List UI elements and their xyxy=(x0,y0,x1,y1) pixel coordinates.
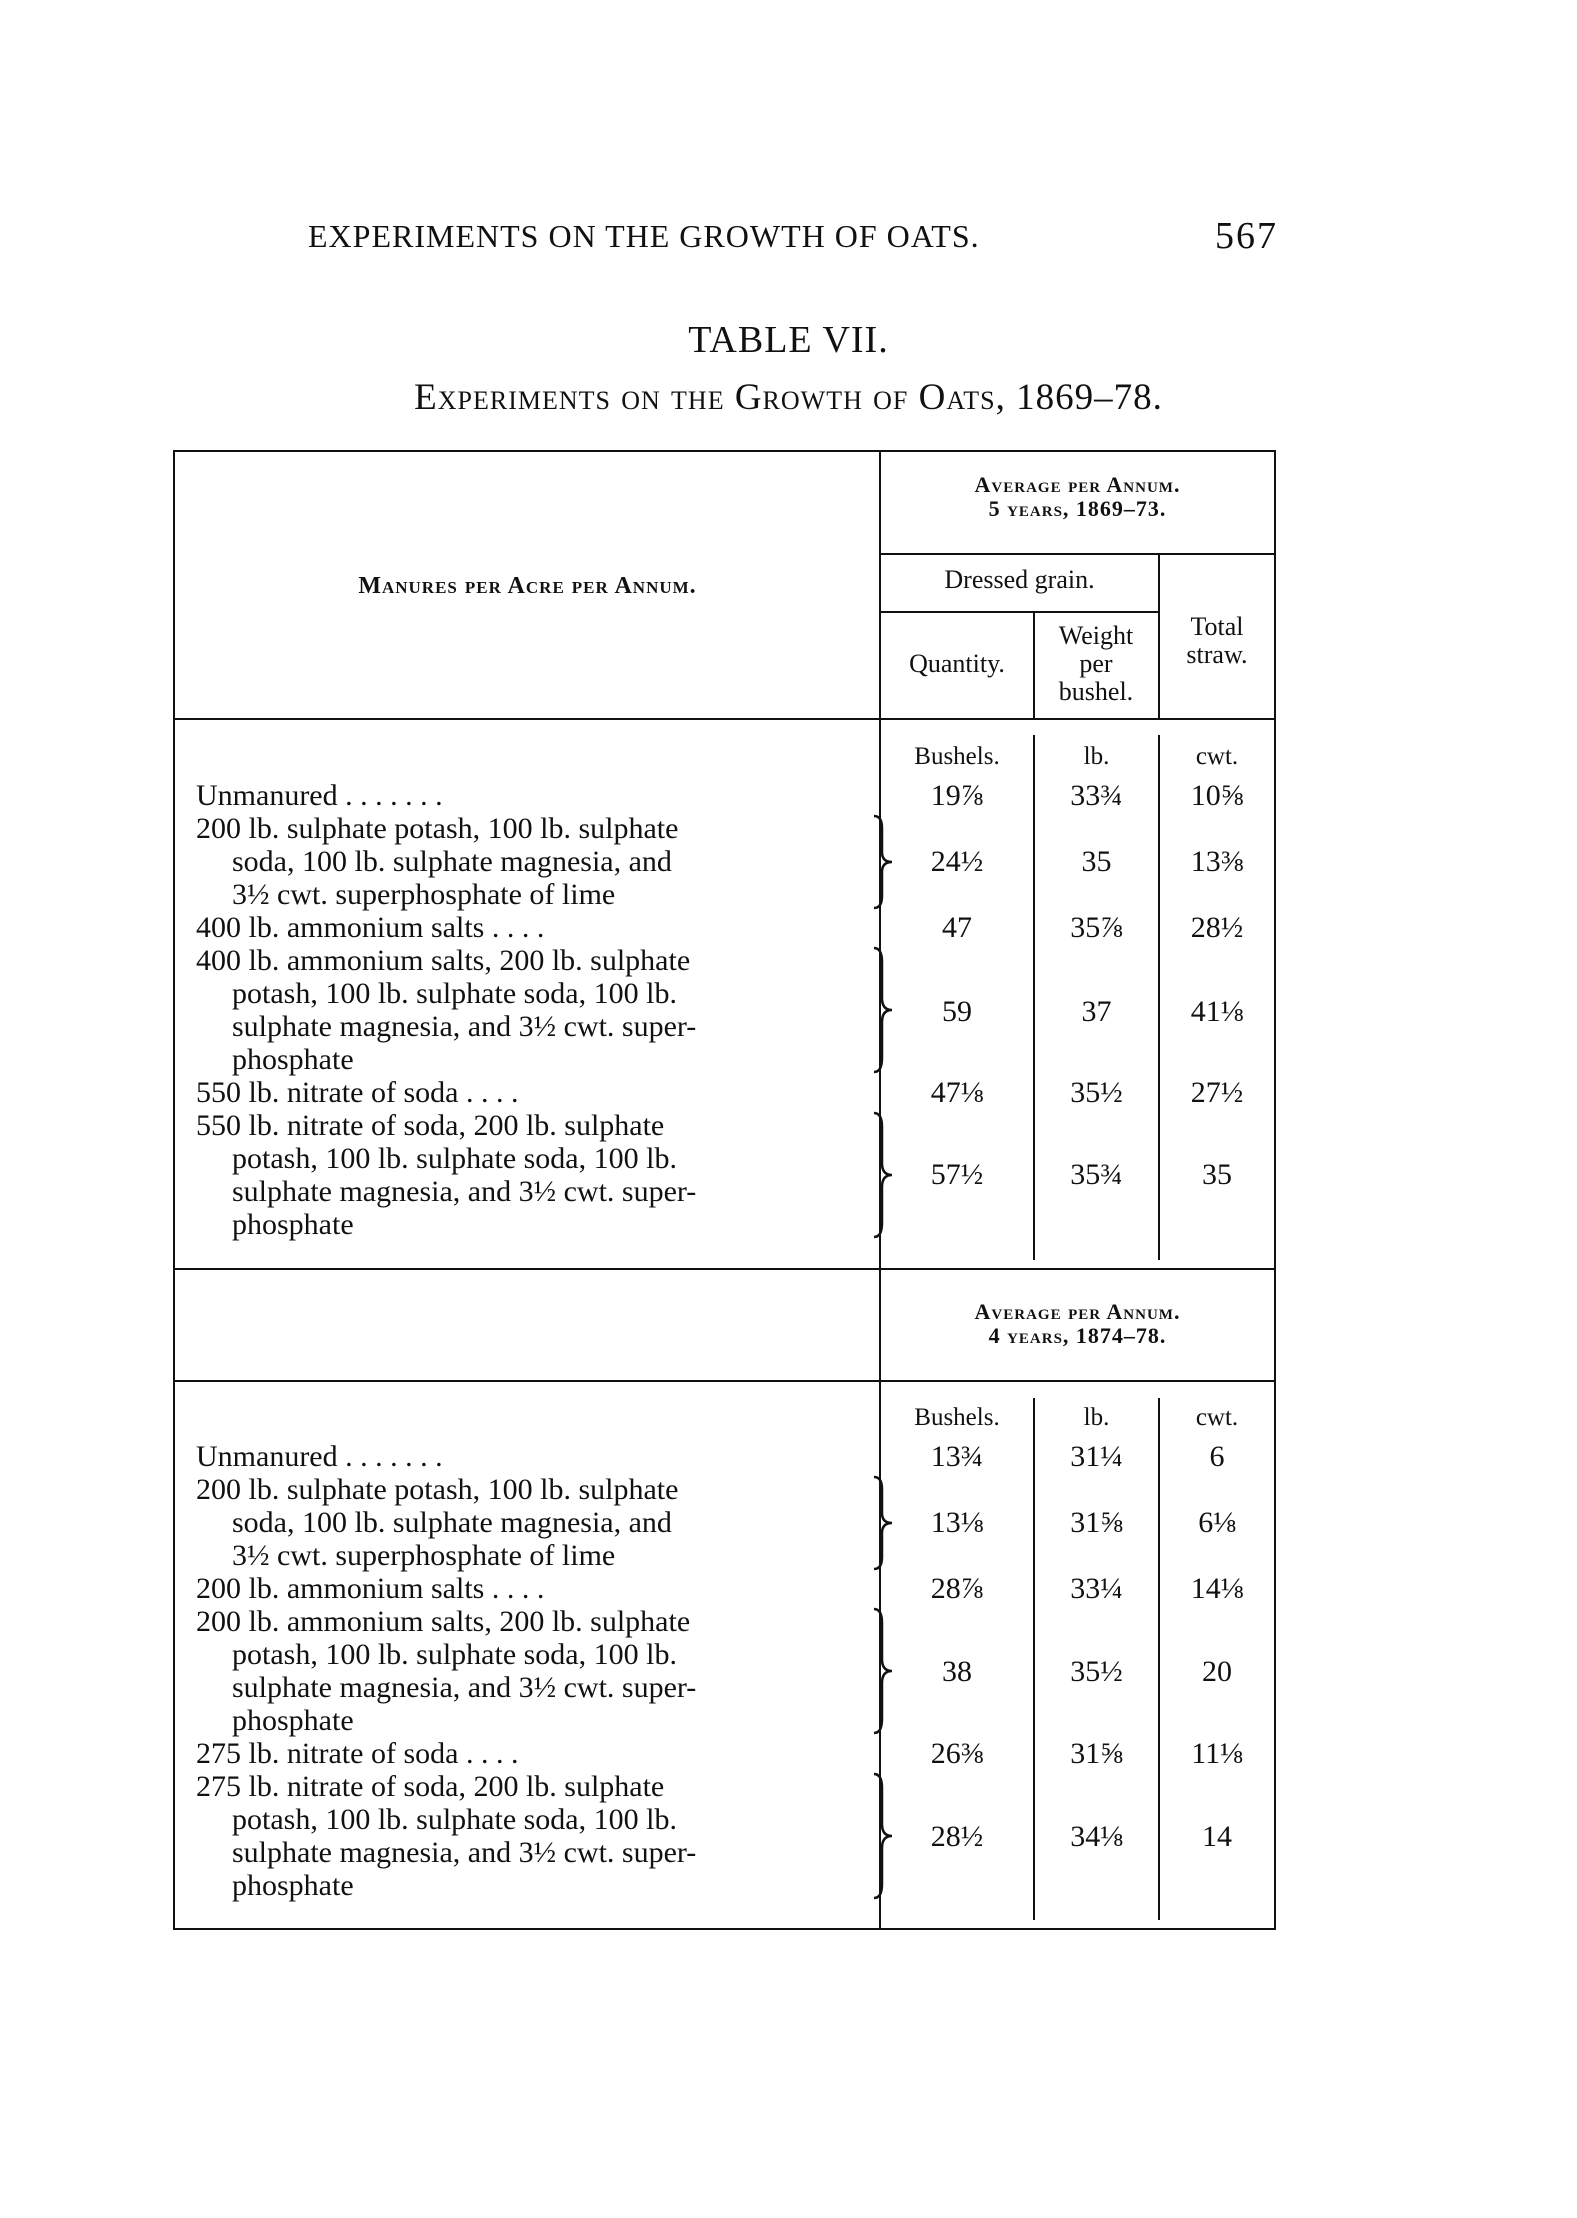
straw-value: 41⅛ xyxy=(1190,995,1244,1028)
straw-value: 6 xyxy=(1209,1440,1225,1473)
weight-column-rule xyxy=(1033,611,1035,718)
running-title: EXPERIMENTS ON THE GROWTH OF OATS. xyxy=(308,218,980,254)
straw-header: Total straw. xyxy=(1186,612,1248,669)
dressed-grain-rule xyxy=(881,611,1160,613)
weight-value: 35 xyxy=(1081,845,1112,878)
page-number: 567 xyxy=(1215,215,1278,257)
quantity-value: 57½ xyxy=(930,1158,984,1191)
section1-heading-line2: 5 years, 1869–73. xyxy=(988,496,1167,521)
table-row-label xyxy=(196,1770,886,1902)
straw-value: 6⅛ xyxy=(1198,1506,1236,1539)
row-text-line: 275 lb. nitrate of soda, 200 lb. sulphate xyxy=(196,1770,665,1803)
unit-bushels: Bushels. xyxy=(914,743,1000,770)
weight-value: 31¼ xyxy=(1070,1440,1123,1473)
row-text-line: soda, 100 lb. sulphate magnesia, and xyxy=(232,845,672,878)
row-text-line: sulphate magnesia, and 3½ cwt. super- xyxy=(232,1010,697,1043)
table-row-label xyxy=(196,1572,886,1605)
section1-heading-line1: Average per Annum. xyxy=(974,472,1181,497)
table-row-label xyxy=(196,1076,886,1109)
row-text-line: phosphate xyxy=(232,1208,354,1241)
weight-value: 35¾ xyxy=(1070,1158,1123,1191)
unit-cwt: cwt. xyxy=(1195,1404,1239,1431)
weight-value: 35½ xyxy=(1070,1655,1123,1688)
row-text-line: potash, 100 lb. sulphate soda, 100 lb. xyxy=(232,1803,677,1836)
row-text-line: 3½ cwt. superphosphate of lime xyxy=(232,1539,616,1572)
row-text-line: potash, 100 lb. sulphate soda, 100 lb. xyxy=(232,1638,677,1671)
row-text-line: 200 lb. ammonium salts . . . . xyxy=(196,1572,545,1605)
table-row-label xyxy=(196,779,886,812)
row-text-line: 200 lb. ammonium salts, 200 lb. sulphate xyxy=(196,1605,691,1638)
quantity-value: 13¾ xyxy=(930,1440,984,1473)
row-text-line: 275 lb. nitrate of soda . . . . xyxy=(196,1737,519,1770)
straw-value: 14 xyxy=(1202,1820,1232,1853)
section1-bottom-rule xyxy=(173,1268,1276,1270)
table-row-label xyxy=(196,1737,886,1770)
quantity-value: 38 xyxy=(942,1655,972,1688)
table-right-rule xyxy=(1274,450,1276,1930)
quantity-value: 28½ xyxy=(930,1820,984,1853)
row-text-line: soda, 100 lb. sulphate magnesia, and xyxy=(232,1506,672,1539)
quantity-value: 24½ xyxy=(930,845,984,878)
table-subtitle: Experiments on the Growth of Oats, 1869–78. xyxy=(414,377,1163,418)
unit-cwt: cwt. xyxy=(1195,743,1239,770)
unit-bushels: Bushels. xyxy=(914,1404,1000,1431)
table-title: TABLE VII. xyxy=(688,319,889,361)
quantity-value: 28⅞ xyxy=(930,1572,984,1605)
straw-value: 20 xyxy=(1202,1655,1232,1688)
row-text-line: sulphate magnesia, and 3½ cwt. super- xyxy=(232,1836,697,1869)
row-text-line: 400 lb. ammonium salts . . . . xyxy=(196,911,545,944)
table-row-label xyxy=(196,812,886,911)
row-text-line: phosphate xyxy=(232,1869,354,1902)
straw-value: 11⅛ xyxy=(1191,1737,1243,1770)
table-row-label xyxy=(196,911,886,944)
average-heading-rule xyxy=(881,553,1274,555)
quantity-value: 47 xyxy=(942,911,972,944)
quantity-header: Quantity. xyxy=(909,649,1005,678)
section2-heading-line1: Average per Annum. xyxy=(974,1299,1181,1324)
row-text-line: potash, 100 lb. sulphate soda, 100 lb. xyxy=(232,1142,677,1175)
straw-value: 14⅛ xyxy=(1190,1572,1244,1605)
row-text-line: phosphate xyxy=(232,1704,354,1737)
row-text-line: potash, 100 lb. sulphate soda, 100 lb. xyxy=(232,977,677,1010)
straw-value: 35 xyxy=(1202,1158,1232,1191)
unit-lb: lb. xyxy=(1083,743,1110,770)
weight-value: 37 xyxy=(1081,995,1112,1028)
table-row-label xyxy=(196,1605,886,1737)
manures-header: Manures per Acre per Annum. xyxy=(358,573,697,599)
row-text-line: Unmanured . . . . . . . xyxy=(196,779,443,812)
row-text-line: Unmanured . . . . . . . xyxy=(196,1440,443,1473)
row-text-line: 200 lb. sulphate potash, 100 lb. sulphate xyxy=(196,1473,679,1506)
weight-value: 35½ xyxy=(1070,1076,1123,1109)
section2-header-rule xyxy=(173,1380,1276,1382)
quantity-value: 59 xyxy=(942,995,972,1028)
weight-value: 31⅝ xyxy=(1070,1737,1123,1770)
table-row-label xyxy=(196,1473,886,1572)
quantity-value: 13⅛ xyxy=(930,1506,984,1539)
table-top-rule xyxy=(173,450,1276,452)
table-row-label xyxy=(196,944,886,1076)
quantity-value: 19⅞ xyxy=(930,779,984,812)
table-bottom-rule xyxy=(173,1928,1276,1930)
row-text-line: 400 lb. ammonium salts, 200 lb. sulphate xyxy=(196,944,691,977)
table-left-rule xyxy=(173,450,175,1930)
straw-value: 28½ xyxy=(1190,911,1244,944)
unit-lb: lb. xyxy=(1083,1404,1110,1431)
weight-value: 33¾ xyxy=(1070,779,1123,812)
quantity-value: 26⅜ xyxy=(930,1737,984,1770)
section2-heading-line2: 4 years, 1874–78. xyxy=(988,1323,1167,1348)
row-text-line: 3½ cwt. superphosphate of lime xyxy=(232,878,616,911)
row-text-line: sulphate magnesia, and 3½ cwt. super- xyxy=(232,1671,697,1704)
running-head xyxy=(308,215,1278,258)
straw-value: 27½ xyxy=(1190,1076,1244,1109)
row-text-line: 550 lb. nitrate of soda . . . . xyxy=(196,1076,519,1109)
row-text-line: 550 lb. nitrate of soda, 200 lb. sulphate xyxy=(196,1109,665,1142)
header-bottom-rule xyxy=(173,718,1276,720)
table-row-label xyxy=(196,1109,886,1241)
row-text-line: phosphate xyxy=(232,1043,354,1076)
dressed-grain-header: Dressed grain. xyxy=(944,565,1095,594)
table-row-label xyxy=(196,1440,886,1473)
weight-value: 33¼ xyxy=(1070,1572,1123,1605)
weight-value: 31⅝ xyxy=(1070,1506,1123,1539)
quantity-value: 47⅛ xyxy=(930,1076,984,1109)
weight-header: Weight per bushel. xyxy=(1058,621,1134,706)
row-text-line: 200 lb. sulphate potash, 100 lb. sulphate xyxy=(196,812,679,845)
straw-value: 13⅜ xyxy=(1190,845,1244,878)
row-text-line: sulphate magnesia, and 3½ cwt. super- xyxy=(232,1175,697,1208)
straw-value: 10⅝ xyxy=(1190,779,1244,812)
weight-value: 34⅛ xyxy=(1070,1820,1123,1853)
weight-value: 35⅞ xyxy=(1070,911,1123,944)
